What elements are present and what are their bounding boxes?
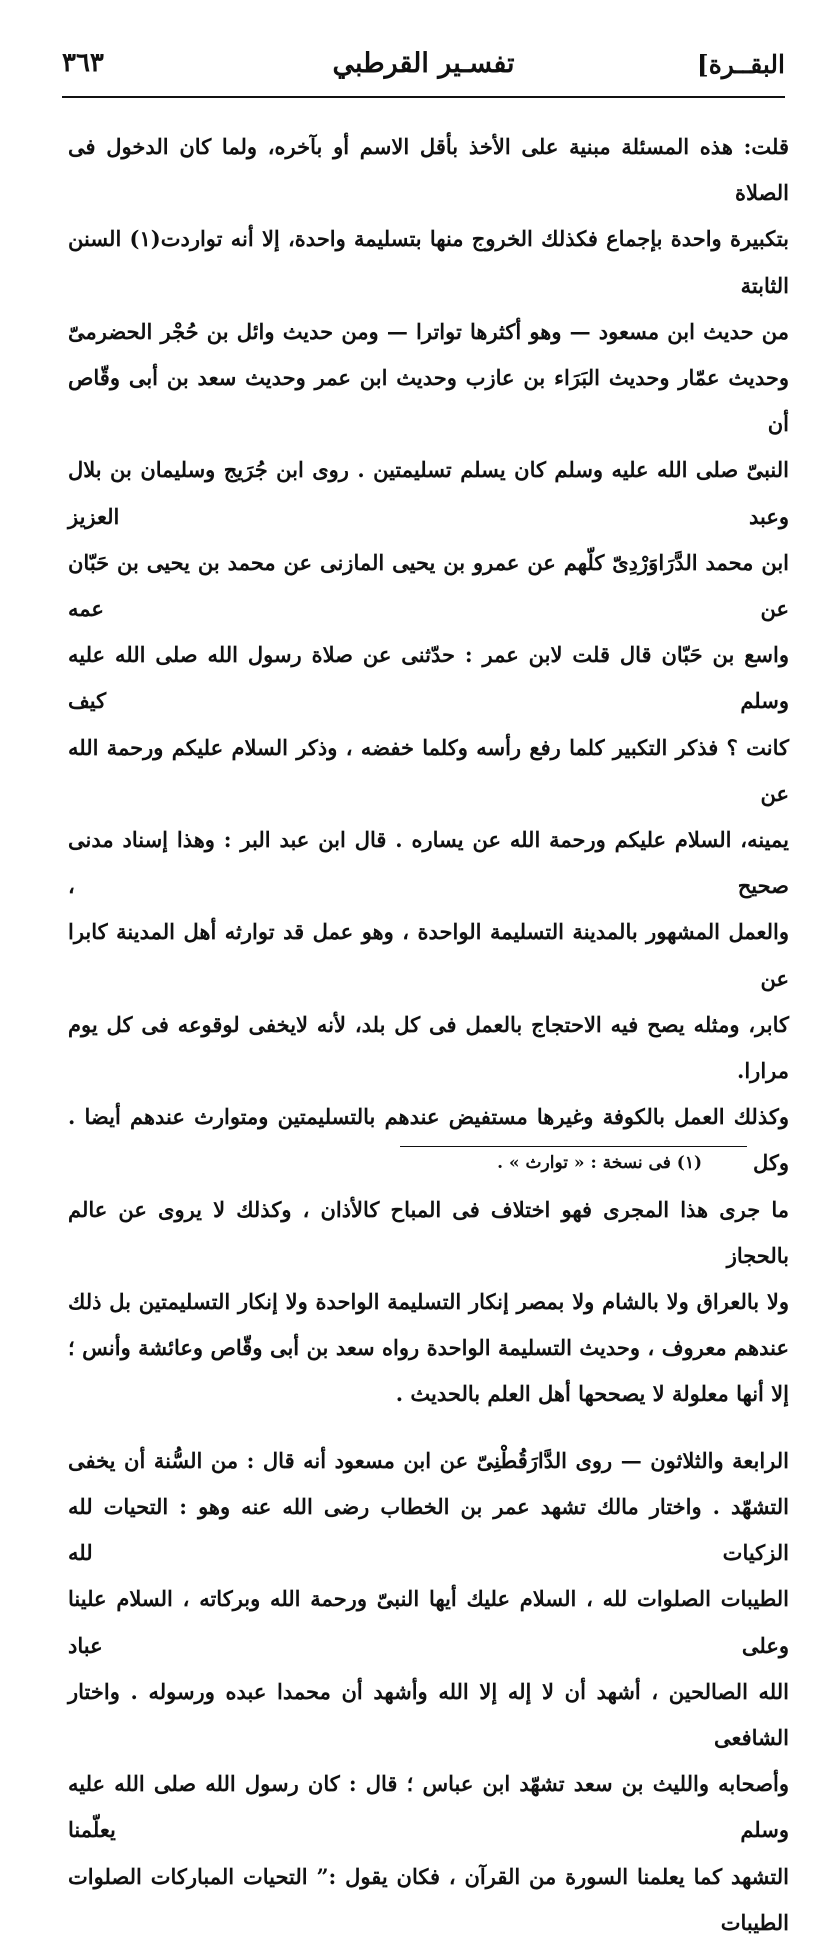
text-line: يمينه، السلام عليكم ورحمة الله عن يساره . قال ابن عبد البر : وهذا إسناد مدنى صحيح ،	[68, 827, 789, 899]
text-line: الرابعة والثلاثون — روى الدَّارَقُطْنِىّ عن ابن مسعود أنه قال : من السُّنة أن يخفى	[68, 1447, 789, 1473]
footnote: (١) فى نسخة : « توارث » .	[497, 1153, 702, 1173]
text-line: والعمل المشهور بالمدينة التسليمة الواحدة ، وهو عمل قد توارثه أهل المدينة كابرا عن	[68, 919, 789, 991]
text-line: وكذلك العمل بالكوفة وغيرها مستفيض عندهم بالتسليمتين ومتوارث عندهم أيضا . وكل	[68, 1104, 789, 1176]
text-line: كابر، ومثله يصح فيه الاحتجاج بالعمل فى كل بلد، لأنه لايخفى لوقوعه فى كل يوم مرارا.	[68, 1011, 789, 1084]
footnote-rule	[400, 1146, 747, 1147]
text-line: الله الصالحين ، أشهد أن لا إله إلا الله وأشهد أن محمدا عبده ورسوله . واختار الشافعى	[68, 1678, 789, 1750]
paragraph-gap	[68, 1418, 789, 1438]
text-line: عندهم معروف ، وحديث التسليمة الواحدة رواه سعد بن أبى وقّاص وعائشة وأنس ؛	[68, 1335, 789, 1361]
page-number: ٣٦٣	[62, 48, 104, 78]
text-line: التشهد كما يعلمنا السورة من القرآن ، فكان يقول :” التحيات المباركات الصلوات الطيبات	[68, 1863, 789, 1935]
text-line: كانت ؟ فذكر التكبير كلما رفع رأسه وكلما خفضه ، وذكر السلام عليكم ورحمة الله عن	[68, 734, 789, 806]
text-line: واسع بن حَبّان قال قلت لابن عمر : حدّثنى عن صلاة رسول الله صلى الله عليه وسلم كيف	[68, 642, 789, 714]
text-line: من حديث ابن مسعود — وهو أكثرها تواترا — ومن حديث وائل بن حُجْر الحضرمىّ	[68, 318, 789, 344]
text-line: النبىّ صلى الله عليه وسلم كان يسلم تسليمتين . روى ابن جُرَيج وسليمان بن بلال وعبد العزيز	[68, 457, 789, 529]
text-line: وأصحابه والليث بن سعد تشهّد ابن عباس ؛ قال : كان رسول الله صلى الله عليه وسلم يعلّمنا	[68, 1771, 789, 1843]
section-name: البقــرة]	[696, 50, 785, 79]
text-line: التشهّد . واختار مالك تشهد عمر بن الخطاب رضى الله عنه وهو : التحيات لله الزكيات لله	[68, 1493, 789, 1566]
page-header	[62, 36, 785, 98]
running-title: تفسـير القرطبي	[332, 48, 515, 79]
text-line: ولا بالعراق ولا بالشام ولا بمصر إنكار التسليمة الواحدة ولا إنكار التسليمتين بل ذلك	[68, 1289, 789, 1315]
text-line: إلا أنها معلولة لا يصححها أهل العلم بالحديث .	[395, 1381, 789, 1407]
main-text	[68, 124, 789, 1946]
text-line: قلت: هذه المسئلة مبنية على الأخذ بأقل الاسم أو بآخره، ولما كان الدخول فى الصلاة	[68, 134, 789, 206]
header-rule	[62, 96, 785, 98]
text-line: الطيبات الصلوات لله ، السلام عليك أيها النبىّ ورحمة الله وبركاته ، السلام علينا وعلى عباد	[68, 1586, 789, 1658]
text-line: ما جرى هذا المجرى فهو اختلاف فى المباح كالأذان ، وكذلك لا يروى عن عالم بالحجاز	[68, 1196, 789, 1268]
text-line: وحديث عمّار وحديث البَرَاء بن عازب وحديث ابن عمر وحديث سعد بن أبى وقّاص أن	[68, 365, 789, 437]
text-line: ابن محمد الدَّرَاوَرْدِىّ كلّهم عن عمرو بن يحيى المازنى عن محمد بن يحيى بن حَبّان عن عمه	[68, 549, 789, 622]
text-line: بتكبيرة واحدة بإجماع فكذلك الخروج منها بتسليمة واحدة، إلا أنه تواردت(١) السنن الثابتة	[68, 226, 789, 298]
